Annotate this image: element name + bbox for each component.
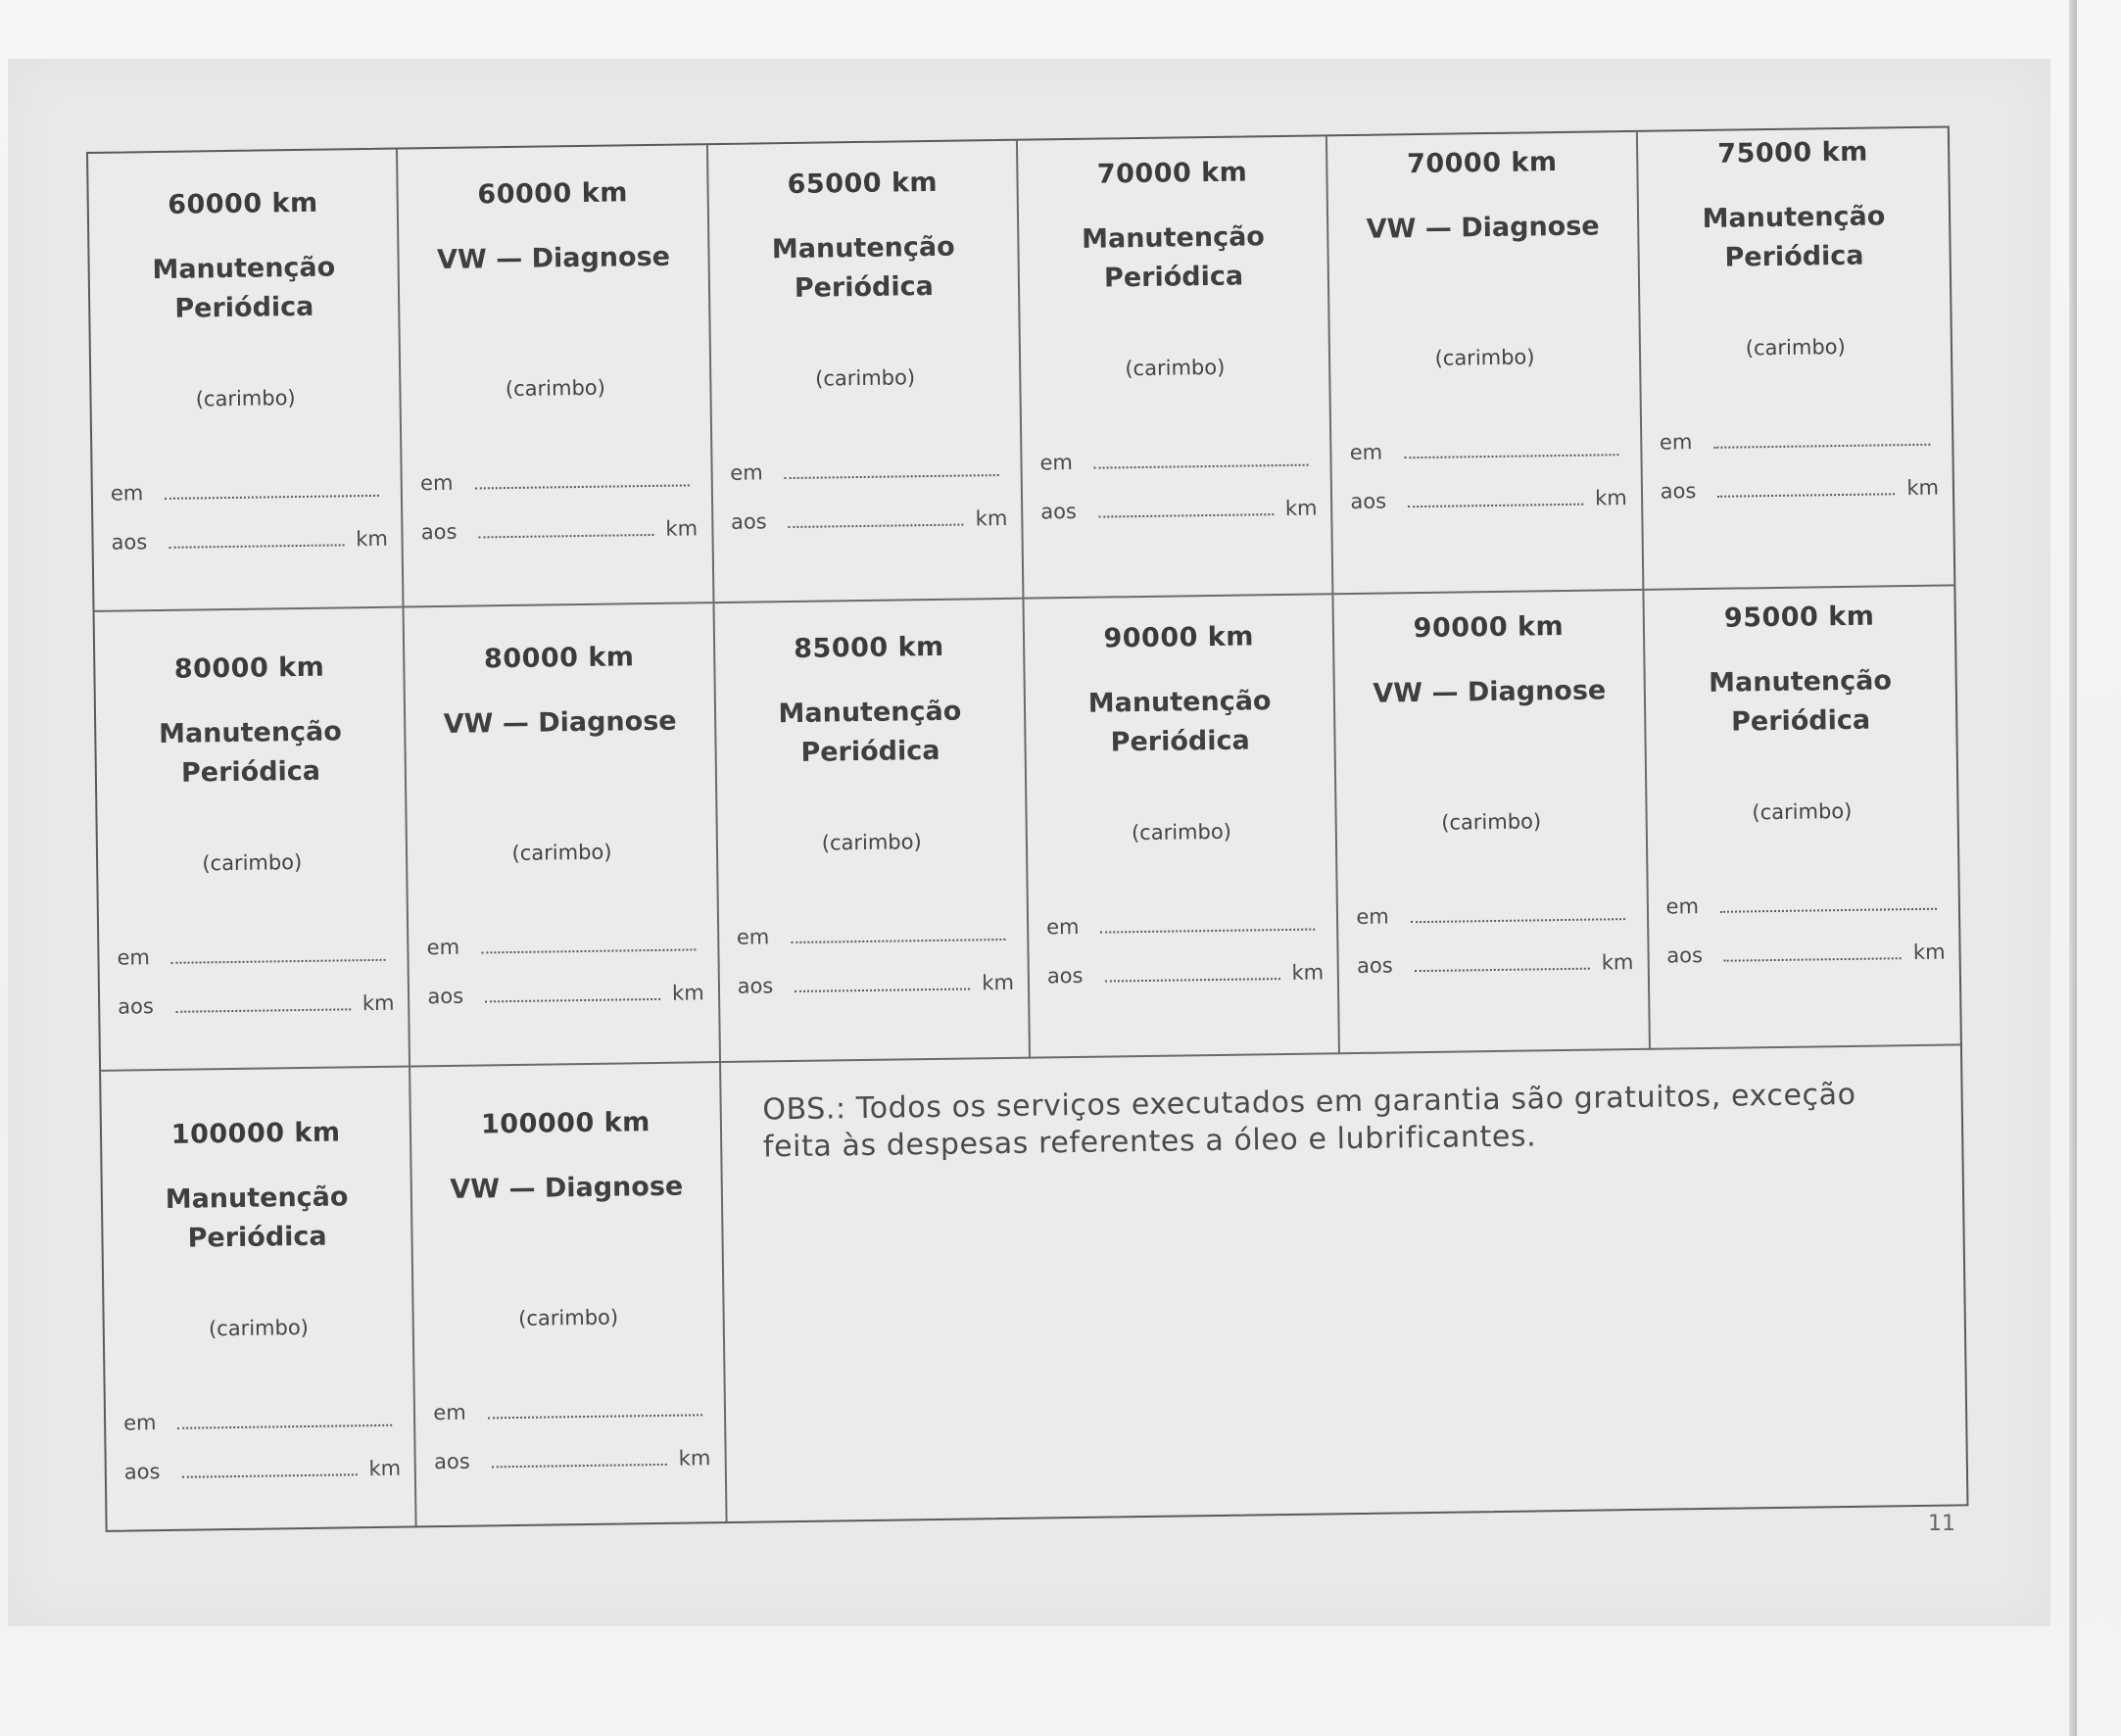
date-line [111,478,388,506]
service-type-line2: Periódica [1724,240,1864,273]
date-label: em [110,481,144,506]
mileage-label: 70000 km [1406,147,1558,180]
service-type-line1: Manutenção [771,231,955,265]
date-blank [1404,453,1618,458]
service-type [715,692,1024,774]
mileage-blank [485,997,660,1002]
date-line [737,922,1014,949]
service-record-card [1018,136,1334,600]
mileage-label: 70000 km [1096,157,1248,190]
service-record-card [101,1067,417,1530]
service-type-line2: Periódica [187,1221,327,1254]
service-type [1335,671,1644,714]
stamp-placeholder: (carimbo) [505,375,606,402]
stamp-placeholder: (carimbo) [511,840,612,866]
page-number: 11 [1928,1512,1955,1536]
date-blank [481,948,696,954]
km-unit: km [982,971,1015,995]
mileage-at-label: aos [1660,479,1697,504]
date-line [1039,447,1317,474]
service-type [1645,661,1955,744]
mileage-blank [492,1463,667,1468]
date-line [1046,912,1324,940]
mileage-label: 100000 km [480,1106,651,1140]
stamp-placeholder: (carimbo) [1131,820,1232,845]
date-label: em [1045,915,1080,940]
mileage-label: 80000 km [483,642,635,675]
observation-text: OBS.: Todos os serviços executados em garantia são gratuitos, exceção feita às despesas referentes a óleo e lubrificantes. [762,1077,1856,1165]
mileage-label: 65000 km [787,167,939,201]
service-record-card [1024,596,1340,1059]
service-record-card [708,141,1025,604]
stamp-placeholder: (carimbo) [1434,345,1535,370]
mileage-line [427,982,704,1009]
stamp-placeholder: (carimbo) [1125,355,1226,381]
mileage-at-label: aos [118,994,155,1019]
km-unit: km [678,1445,711,1471]
km-unit: km [975,506,1008,531]
date-line [420,467,698,495]
date-label: em [419,470,454,496]
date-label: em [736,925,770,950]
km-unit: km [362,991,395,1016]
service-type-line2: Periódica [794,270,935,304]
mileage-blank [1105,977,1280,982]
mileage-blank [1098,512,1274,517]
mileage-at-label: aos [433,1449,470,1473]
date-blank [1094,463,1309,469]
mileage-line [1666,940,1946,968]
service-type-line2 [1329,246,1637,250]
date-label: em [1659,430,1693,455]
km-unit: km [671,981,704,1006]
service-type-line1: Manutenção [1081,221,1266,255]
km-unit: km [1291,960,1325,986]
date-line [730,458,1007,485]
stamp-placeholder: (carimbo) [202,850,303,876]
service-type-line2 [412,1206,720,1210]
service-type-line1: Manutenção [165,1181,349,1215]
km-unit: km [368,1456,402,1480]
mileage-line [434,1446,711,1473]
mileage-at-label: aos [1356,953,1393,979]
service-record-card [1334,591,1651,1054]
mileage-label: 80000 km [173,651,325,686]
mileage-blank [1724,957,1902,963]
date-blank [1411,917,1625,923]
mileage-at-label: aos [1046,964,1084,989]
maintenance-record-grid [86,125,1968,1531]
mileage-blank [1408,503,1583,507]
date-label: em [730,460,763,485]
observation-box [721,1045,1967,1521]
service-record-card [88,150,405,613]
date-line [433,1397,710,1424]
date-label: em [1039,450,1074,475]
mileage-label: 60000 km [167,187,318,220]
date-blank [475,483,690,489]
mileage-line [124,1456,402,1483]
km-unit: km [1906,475,1940,501]
mileage-blank [175,1008,351,1013]
service-type-line1: VW — Diagnose [1366,211,1600,245]
date-line [427,933,704,960]
mileage-line [1357,950,1634,978]
date-line [1665,892,1945,919]
service-type-line1: VW — Diagnose [450,1171,684,1205]
date-line [123,1407,401,1434]
service-type-line1: VW — Diagnose [443,705,677,741]
stamp-placeholder: (carimbo) [195,386,296,411]
mileage-at-label: aos [1666,943,1704,968]
service-record-card [398,145,714,608]
mileage-at-label: aos [427,985,464,1009]
date-label: em [433,1400,466,1424]
date-blank [171,958,386,964]
service-record-card [1644,587,1960,1050]
service-type-line1: VW — Diagnose [1373,675,1607,710]
service-record-card [714,600,1031,1063]
mileage-line [1350,486,1627,513]
service-type [1026,682,1334,764]
mileage-label: 85000 km [794,632,944,665]
mileage-at-label: aos [420,519,458,545]
km-unit: km [1912,940,1946,965]
stamp-placeholder: (carimbo) [518,1305,619,1330]
service-type-line1: VW — Diagnose [436,241,671,276]
service-type-line1: Manutenção [1702,201,1886,234]
date-blank [791,938,1005,943]
mileage-line [421,516,699,544]
date-blank [1101,928,1316,934]
date-line [117,942,394,970]
stamp-placeholder: (carimbo) [1752,799,1853,825]
mileage-label: 90000 km [1103,621,1255,654]
date-blank [178,1423,393,1428]
km-unit: km [665,516,699,541]
service-type-line2: Periódica [800,736,940,769]
mileage-at-label: aos [111,530,148,555]
mileage-label: 100000 km [170,1117,341,1150]
service-type [1328,207,1637,250]
service-type-line2: Periódica [1730,704,1871,738]
stamp-placeholder: (carimbo) [1745,334,1846,361]
service-type-line1: Manutenção [152,252,336,286]
service-type [1019,217,1327,299]
date-label: em [1665,894,1700,919]
service-type [412,1167,721,1210]
date-blank [1720,907,1937,913]
mileage-at-label: aos [1350,489,1387,514]
mileage-at-label: aos [737,974,774,999]
service-type-line1: Manutenção [778,696,962,730]
service-type-line2: Periódica [180,756,321,790]
mileage-line [731,506,1008,534]
service-type [709,227,1018,310]
service-record-card [410,1063,727,1526]
mileage-line [1660,476,1939,504]
date-label: em [122,1410,157,1435]
date-line [1356,901,1633,929]
stamp-placeholder: (carimbo) [815,365,916,391]
date-line [1660,427,1939,455]
mileage-line [1047,961,1325,989]
mileage-line [111,527,388,555]
service-type-line2 [1335,710,1643,714]
mileage-at-label: aos [730,509,767,534]
mileage-at-label: aos [1040,499,1078,524]
service-type-line2: Periódica [174,291,314,324]
service-type-line1: Manutenção [1087,686,1272,720]
mileage-label: 90000 km [1413,611,1565,645]
mileage-blank [1717,492,1895,498]
service-type [400,237,708,280]
service-type-line1: Manutenção [1708,665,1893,699]
mileage-blank [182,1472,358,1477]
mileage-line [118,991,395,1019]
date-blank [785,473,999,479]
service-record-card [1327,132,1644,596]
service-type-line1: Manutenção [158,716,343,750]
mileage-blank [169,543,344,548]
service-type-line2: Periódica [1110,725,1250,758]
service-record-card [1638,127,1954,591]
service-record-card [405,603,721,1067]
service-type [406,701,714,745]
mileage-label: 75000 km [1717,136,1868,169]
service-record-card [95,608,411,1072]
date-blank [488,1413,702,1419]
mileage-at-label: aos [123,1459,161,1484]
mileage-line [737,971,1014,998]
service-type [89,248,398,330]
date-blank [165,494,379,500]
date-blank [1713,443,1930,449]
date-label: em [426,936,460,960]
service-type-line2 [400,276,707,280]
mileage-blank [1415,967,1590,972]
service-type [1639,196,1950,278]
km-unit: km [1284,496,1318,520]
date-label: em [1349,440,1383,465]
mileage-label: 95000 km [1723,601,1875,635]
stamp-placeholder: (carimbo) [821,830,922,855]
mileage-blank [795,988,970,992]
mileage-label: 60000 km [477,177,629,211]
date-label: em [1356,904,1389,930]
date-line [1350,437,1627,464]
mileage-blank [789,523,964,528]
mileage-line [1040,496,1318,523]
page-edge [2069,0,2077,1736]
date-label: em [117,945,151,970]
service-type-line2: Periódica [1103,261,1244,294]
km-unit: km [1594,486,1627,510]
mileage-blank [479,533,654,538]
service-type [96,712,405,795]
km-unit: km [356,526,389,552]
service-type-line2 [407,741,714,745]
stamp-placeholder: (carimbo) [208,1315,310,1341]
km-unit: km [1601,950,1634,975]
service-type [103,1177,411,1259]
stamp-placeholder: (carimbo) [1441,809,1542,836]
